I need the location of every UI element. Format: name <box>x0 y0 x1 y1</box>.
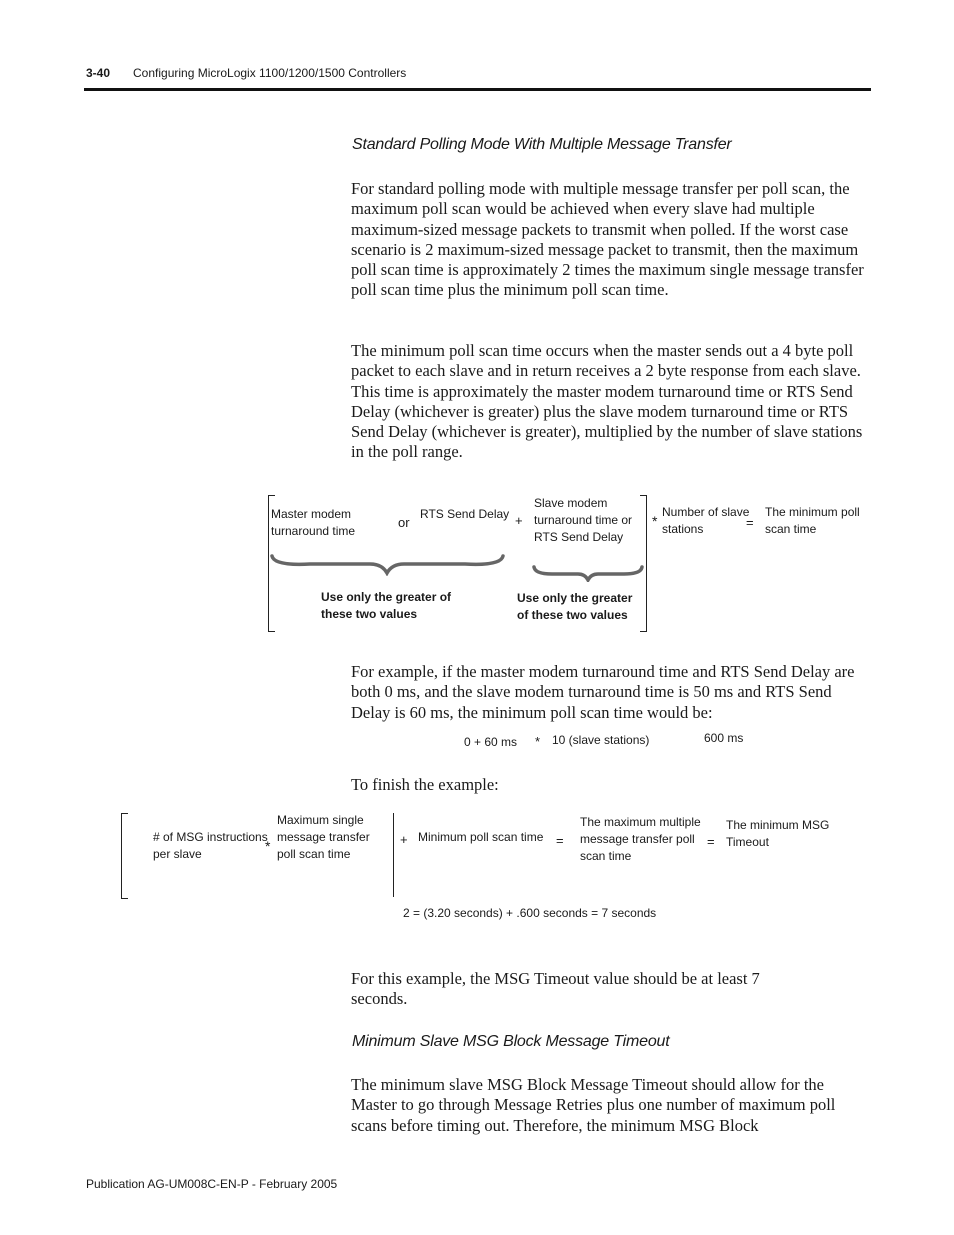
header-rule <box>84 88 871 91</box>
note-greater-slave: Use only the greater of these two values <box>517 591 633 622</box>
publication-footer: Publication AG-UM008C-EN-P - February 2005 <box>86 1177 338 1191</box>
min-poll-scan-term: Minimum poll scan time <box>418 830 544 844</box>
paragraph-min-poll-scan: The minimum poll scan time occurs when the master sends out a 4 byte poll packet to each slave and in return receives a 2 byte response from each slave. This time is approximately the master modem turnaround time or RTS Send Delay (whichever is greater) plus the slave modem turnaround time or RTS Send Delay (whichever is greater), multiplied by the number of slave stations in the poll range. <box>351 341 863 462</box>
formula2-left-bracket <box>121 813 128 899</box>
multiply-operator: * <box>652 513 658 529</box>
formula2-divider <box>393 813 394 897</box>
msg-instructions-term: # of MSG instructions per slave <box>153 830 268 861</box>
msg-timeout-calculation: 2 = (3.20 seconds) + .600 seconds = 7 seconds <box>403 906 657 920</box>
left-curly-brace-icon <box>270 552 505 576</box>
formula2-multiply-operator: * <box>265 838 271 854</box>
slave-modem-term: Slave modem turnaround time or RTS Send Delay <box>534 496 633 544</box>
note-greater-master: Use only the greater of these two values <box>321 590 452 621</box>
calc-multiply-operator: * <box>535 734 541 749</box>
formula2-plus-operator: + <box>400 832 408 847</box>
min-msg-timeout-result: The minimum MSG Timeout <box>726 818 830 849</box>
running-header-title: Configuring MicroLogix 1100/1200/1500 Controllers <box>133 66 407 80</box>
calc-result: 600 ms <box>704 731 744 745</box>
rts-send-delay-term: RTS Send Delay <box>420 507 510 521</box>
or-operator: or <box>398 515 410 530</box>
minimum-poll-scan-result: The minimum poll scan time <box>765 505 860 536</box>
calc-slave-stations: 10 (slave stations) <box>552 733 650 747</box>
max-single-transfer-term: Maximum single message transfer poll scan time <box>277 813 370 861</box>
max-multiple-transfer-term: The maximum multiple message transfer poll scan time <box>580 815 701 863</box>
section-heading-standard-polling: Standard Polling Mode With Multiple Message Transfer <box>352 136 732 153</box>
paragraph-conclusion: For this example, the MSG Timeout value should be at least 7 seconds. <box>351 969 760 1009</box>
paragraph-example: For example, if the master modem turnaround time and RTS Send Delay are both 0 ms, and the slave modem turnaround time is 50 ms and RTS Send Delay is 60 ms, the minimum poll scan time would be: <box>351 662 855 722</box>
formula2-equals-operator-1: = <box>556 833 564 848</box>
master-modem-term: Master modem turnaround time <box>271 507 356 538</box>
equals-operator: = <box>746 515 754 530</box>
formula2-equals-operator-2: = <box>707 834 715 849</box>
page-number: 3-40 <box>86 66 111 80</box>
right-curly-brace-icon <box>532 564 644 582</box>
plus-operator: + <box>515 513 523 528</box>
number-of-slave-stations-term: Number of slave stations <box>662 505 750 536</box>
paragraph-max-poll-scan: For standard polling mode with multiple message transfer per poll scan, the maximum poll scan would be achieved when every slave had multiple maximum-sized message packets to transmit when polled. If the worst case scenario is 2 maximum-sized message packet to transmit, then the maximum poll scan time is approximately 2 times the maximum single message transfer poll scan time plus the minimum poll scan time. <box>351 179 864 300</box>
calc-turnaround-sum: 0 + 60 ms <box>464 735 518 749</box>
section-heading-min-slave-msg: Minimum Slave MSG Block Message Timeout <box>352 1033 670 1050</box>
paragraph-min-slave-msg: The minimum slave MSG Block Message Timeout should allow for the Master to go through Message Retries plus one number of maximum poll scans before timing out. Therefore, the minimum MSG Block <box>351 1075 836 1135</box>
finish-example-text: To finish the example: <box>351 775 499 794</box>
